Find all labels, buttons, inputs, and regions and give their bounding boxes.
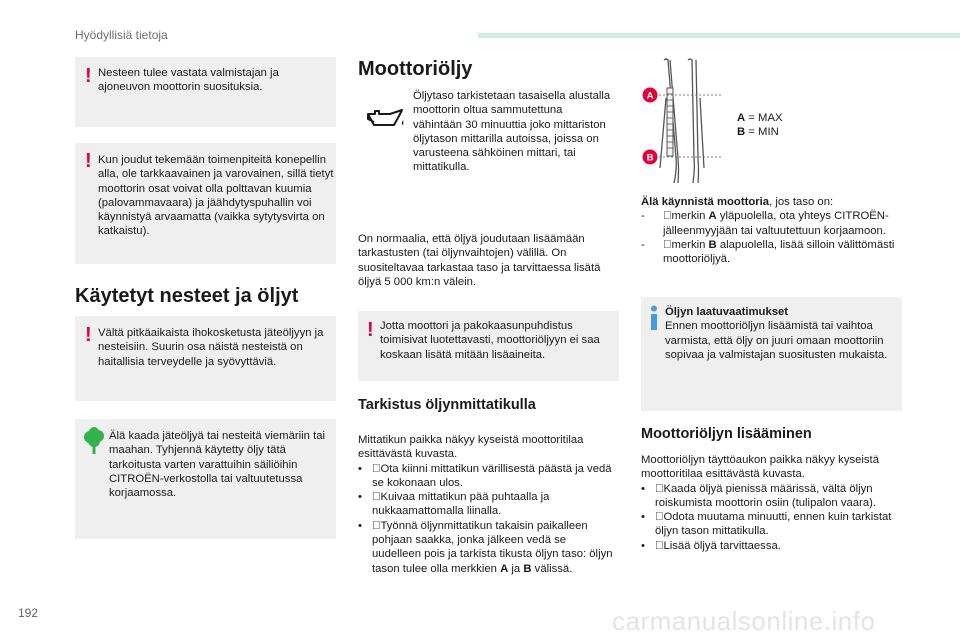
list-item: - merkin A yläpuolella, ota yhteys CITROËN-jälleenmyyjään tai valtuutettuun korjaamoon. — [641, 210, 889, 237]
legend-max: A = MAX — [737, 112, 783, 124]
eco-text: Älä kaada jäteöljyä tai nesteitä viemäriin tai maahan. Tyhjennä käytetty öljy tätä tarkoitusta varten varattuihin säiliöihin CITROËN-verkostolla tai valtuutetussa korjaamossa. — [109, 430, 326, 500]
eco-box — [75, 419, 336, 539]
dipstick-illustration — [640, 58, 730, 188]
bullet-icon: • — [641, 511, 645, 524]
watermark: carmanualsonline.info — [612, 606, 876, 636]
list-item: - merkin B alapuolella, lisää silloin välittömästi moottoriöljyä. — [641, 238, 895, 266]
bullet-icon: • — [641, 539, 645, 552]
info-body: Ennen moottoriöljyn lisäämistä tai vaihtoa varmista, että öljy on juuri omaan moottoriin sopivaa ja valmistajan suositusten mukaista. — [665, 320, 888, 361]
warning-box-skin-contact — [75, 316, 336, 401]
no-start-text — [641, 195, 903, 266]
bullet-icon: • — [641, 482, 645, 495]
no-start-lead: Älä käynnistä moottoria, jos taso on: — [641, 196, 834, 208]
exclamation-icon: ! — [85, 324, 92, 346]
warning-text: Vältä pitkäaikaista ihokosketusta jäteöljyyn ja nesteisiin. Suurin osa näistä nesteistä on haitallisia terveydelle ja syövyttäviä. — [98, 327, 324, 368]
info-icon — [648, 305, 660, 331]
list-item: • Työnnä öljynmittatikun takaisin paikalleen pohjaan saakka, jonka jälkeen vedä se uudelleen pois ja tarkista tikusta öljyn taso: öljyn tason tulee olla merkkien A ja B välissä. — [358, 519, 613, 575]
dipstick-title: Tarkistus öljynmittatikulla — [358, 397, 536, 413]
header-title: Hyödyllisiä tietoja — [75, 28, 168, 42]
list-item: • Lisää öljyä tarvittaessa. — [641, 539, 781, 552]
exclamation-icon: ! — [367, 319, 374, 341]
dipstick-intro: Mittatikun paikka näkyy kyseistä moottoritilaa esittävästä kuvasta. — [358, 434, 584, 461]
add-oil-title: Moottoriöljyn lisääminen — [641, 426, 812, 442]
warning-text: Jotta moottori ja pakokaasunpuhdistus toimisivat luotettavasti, moottoriöljyyn ei saa koskaan lisätä mitään lisäaineita. — [380, 320, 600, 361]
add-oil-instructions — [641, 453, 903, 553]
legend-min: B = MIN — [737, 126, 779, 139]
info-box-oil-quality — [641, 297, 902, 411]
section-title-used-fluids: Käytetyt nesteet ja öljyt — [75, 285, 299, 307]
bullet-icon: • — [358, 491, 362, 504]
page-number: 192 — [18, 606, 39, 620]
oil-can-icon — [366, 108, 406, 132]
warning-box-fluids — [75, 57, 336, 127]
list-item: • Ota kiinni mittatikun värillisestä päästä ja vedä se kokonaan ulos. — [358, 462, 612, 489]
list-item: • Odota muutama minuutti, ennen kuin tarkistat öljyn tason mittatikulla. — [641, 511, 892, 538]
header-accent-bar — [478, 33, 960, 38]
dash-marker: - — [641, 238, 645, 251]
dipstick-legend — [737, 111, 817, 140]
oil-intro-text: Öljytaso tarkistetaan tasaisella alustalla moottorin oltua sammutettuna vähintään 30 minuuttia joko mittariston öljytason mittarilla autoissa, joissa on varusteena sähköinen mittari, tai mittatikulla. — [413, 90, 611, 174]
exclamation-icon: ! — [85, 65, 92, 87]
warning-box-engine-heat — [75, 143, 336, 264]
exclamation-icon: ! — [85, 150, 92, 172]
add-oil-intro: Moottoriöljyn täyttöaukon paikka näkyy kyseistä moottoritilaa esittävästä kuvasta. — [641, 454, 879, 481]
list-item: • Kaada öljyä pienissä määrissä, vältä öljyn roiskumista moottorin osiin (tulipalon vaara). — [641, 482, 877, 509]
bullet-icon: • — [358, 519, 362, 532]
info-title: Öljyn laatuvaatimukset — [665, 306, 789, 318]
warning-text: Kun joudut tekemään toimenpiteitä konepellin alla, ole tarkkaavainen ja varovainen, sillä tietyt moottorin osat voivat olla polttavan kuumia (palovammavaara) ja jäähdytyspuhallin voi käynnistyä arvaamatta (vaikka sytytysvirta on katkaistu). — [98, 154, 334, 238]
list-item: • Kuivaa mittatikun pää puhtaalla ja nukkaamattomalla liinalla. — [358, 491, 550, 518]
tree-icon — [82, 427, 106, 455]
dipstick-instructions — [358, 433, 616, 576]
dipstick-label-b: B — [646, 152, 654, 164]
bullet-icon: • — [358, 462, 362, 475]
warning-text: Nesteen tulee vastata valmistajan ja ajoneuvon moottorin suosituksia. — [98, 67, 279, 94]
info-text — [665, 305, 897, 362]
dipstick-label-a: A — [646, 90, 654, 102]
dash-marker: - — [641, 210, 645, 223]
warning-box-additives — [358, 311, 619, 381]
section-title-engine-oil: Moottoriöljy — [358, 58, 473, 80]
oil-normal-text: On normaalia, että öljyä joudutaan lisäämään tarkastusten (tai öljynvaihtojen) välillä. On suositeltavaa tarkastaa taso ja tarvittaessa lisätä öljyä 5 000 km:n välein. — [358, 233, 601, 288]
